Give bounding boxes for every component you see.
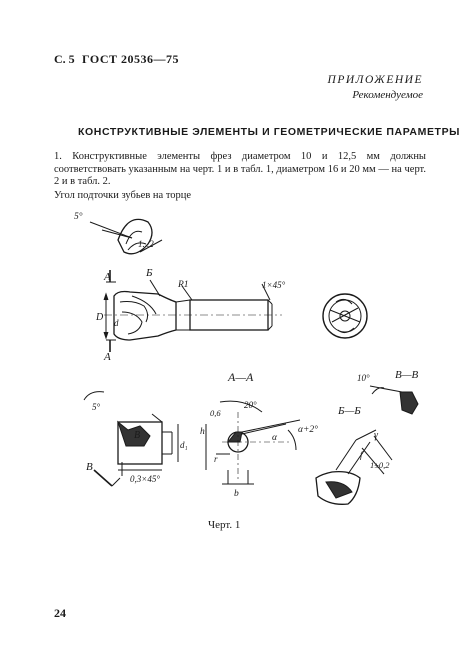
page-number: 24 <box>54 606 66 620</box>
label-alpha: α <box>272 433 277 443</box>
section-v-view <box>370 386 418 414</box>
section-title: КОНСТРУКТИВНЫЕ ЭЛЕМЕНТЫ И ГЕОМЕТРИЧЕСКИЕ ПАРАМЕТРЫ <box>78 126 461 138</box>
appendix-subtitle: Рекомендуемое <box>352 89 423 101</box>
label-angle-5-b: 5° <box>92 402 101 412</box>
label-angle-20: 20° <box>244 400 257 410</box>
figure-caption: Черт. 1 <box>208 519 241 531</box>
label-alpha-plus: α+2° <box>298 425 318 435</box>
label-v-inner: В <box>134 430 141 441</box>
cutter-end-view <box>323 294 367 338</box>
label-h: h <box>200 427 205 437</box>
label-b-top: Б <box>146 267 153 279</box>
label-angle-5: 5° <box>74 212 83 222</box>
label-r: r <box>214 454 218 464</box>
page-header-number: С. 5 <box>54 52 75 66</box>
label-chamfer: 1×45° <box>262 280 286 290</box>
label-v-outer: В <box>86 461 93 473</box>
label-gamma: γ <box>374 430 378 441</box>
label-a-top: А <box>104 271 111 283</box>
label-f: f <box>360 450 363 460</box>
label-d1: d₁ <box>180 440 188 450</box>
label-radius: R1 <box>178 280 189 290</box>
cutter-side-view <box>104 270 282 352</box>
drawing-labels <box>74 211 419 499</box>
label-1-2: 1...2 <box>138 239 154 249</box>
page-header-standard: ГОСТ 20536—75 <box>82 52 179 66</box>
label-a-bottom: А <box>104 351 111 363</box>
section-vv-title: В—В <box>395 369 419 381</box>
label-b: b <box>234 489 239 499</box>
label-chamfer-2: 0,3×45° <box>130 474 160 484</box>
section-bb-title: Б—Б <box>338 405 361 417</box>
paragraph-1: 1. Конструктивные элементы фрез диаметром 10 и 12,5 мм должны соответствовать указанным на черт. 1 и в табл. 1, диаметром 16 и 20 мм — на черт. 2 и в табл. 2. <box>54 151 426 187</box>
label-dim-06: 0,6 <box>210 408 221 418</box>
appendix-title: ПРИЛОЖЕНИЕ <box>327 74 423 86</box>
section-aa-title: А—А <box>228 370 254 384</box>
label-dim-1-02: 1±0,2 <box>370 460 390 470</box>
label-angle-10: 10° <box>357 373 370 383</box>
angle-note: Угол подточки зубьев на торце <box>54 190 192 201</box>
label-dia-d: d <box>114 318 119 328</box>
label-dia-d-upper: D <box>96 312 104 323</box>
